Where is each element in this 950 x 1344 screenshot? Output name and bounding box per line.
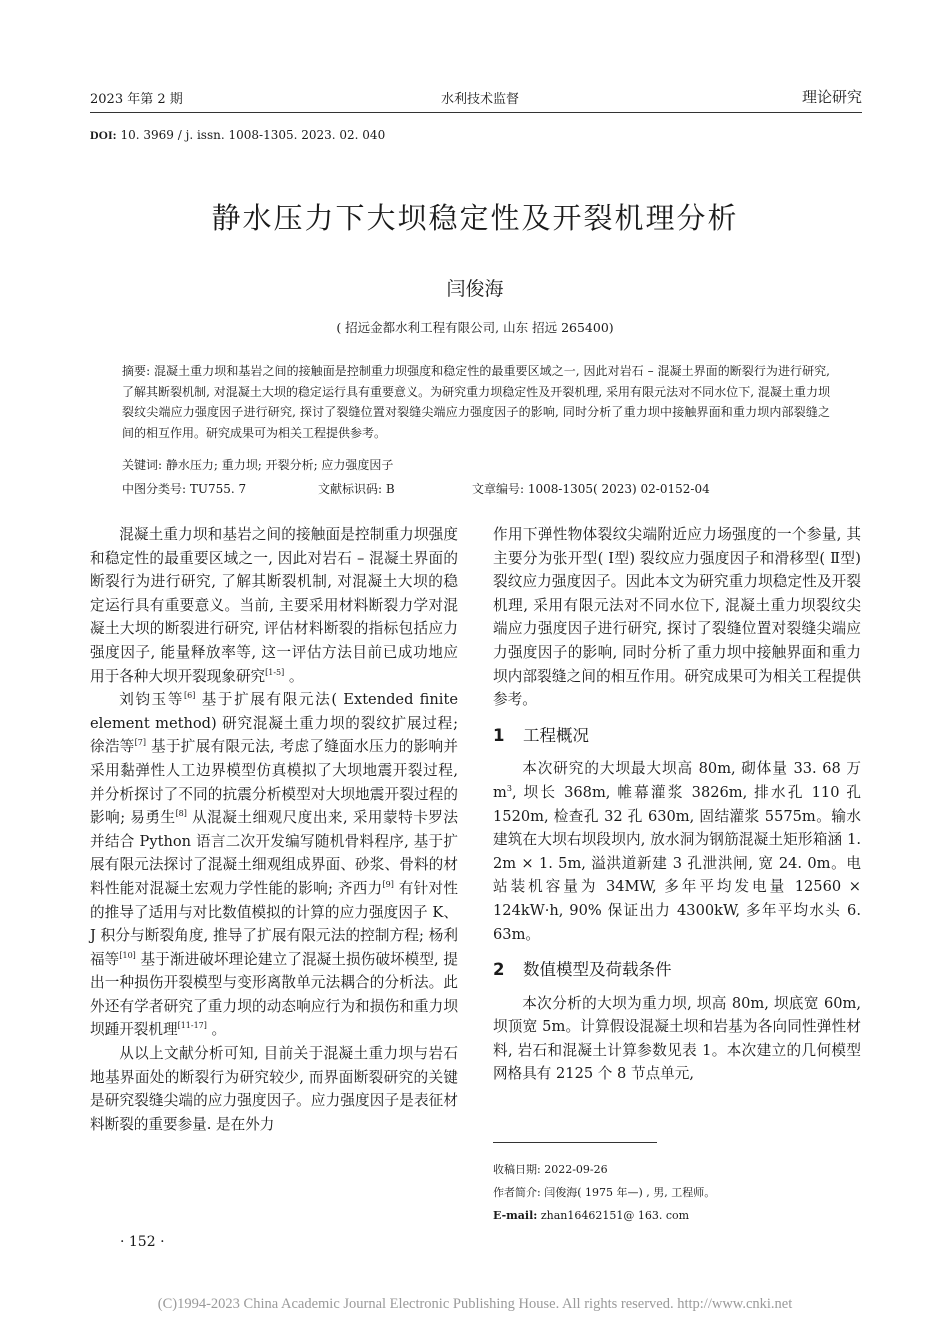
page-number: · 152 ·: [120, 1234, 165, 1250]
email-label: E-mail:: [493, 1209, 538, 1222]
header-column: 理论研究: [801, 88, 862, 106]
section-heading-2: [493, 958, 861, 982]
article-number: 文章编号: 1008-1305( 2023) 02-0152-04: [472, 482, 710, 496]
received-date: 收稿日期: 2022-09-26: [493, 1163, 608, 1176]
header-journal: 水利技术监督: [440, 92, 519, 107]
paragraph: 从以上文献分析可知, 目前关于混凝土重力坝与岩石地基界面处的断裂行为研究较少, 而界面断裂研究的关键是研究裂缝尖端的应力强度因子。应力强度因子是表征材料断裂的重要参量. 是在外力: [90, 1045, 458, 1133]
email-link[interactable]: zhan16462151@ 163. com: [540, 1209, 690, 1222]
author-bio: 作者简介: 闫俊海( 1975 年—) , 男, 工程师。: [493, 1186, 716, 1199]
paper-title: 静水压力下大坝稳定性及开裂机理分析: [211, 201, 739, 235]
paragraph: [90, 523, 458, 688]
citation: [1-5]: [265, 667, 285, 677]
affiliation: ( 招远金都水利工程有限公司, 山东 招远 265400): [336, 320, 614, 335]
header-rule: [90, 112, 862, 113]
paragraph: [90, 688, 458, 1042]
section-heading-1: [493, 724, 861, 748]
paragraph: [493, 757, 861, 946]
section-number: 2: [493, 960, 505, 980]
clc-number: 中图分类号: TU755. 7: [122, 482, 247, 496]
header-issue: 2023 年第 2 期: [90, 92, 183, 107]
keywords: 关键词: 静水压力; 重力坝; 开裂分析; 应力强度因子: [122, 458, 394, 472]
doi-line: [90, 128, 385, 143]
section-title: 数值模型及荷载条件: [523, 960, 672, 980]
paragraph-text: 有针对性的推导了适用与对比数值模拟的计算的应力强度因子 K、J 积分与断裂角度, 推导了扩展有限元法的控制方程; 杨利福等: [90, 879, 459, 968]
abstract: 摘要: 混凝土重力坝和基岩之间的接触面是控制重力坝强度和稳定性的最重要区域之一, 因此对岩石 – 混凝土界面的断裂行为进行研究, 了解其断裂机制, 对混凝土大坝的稳定运行具有重要意义。为研究重力坝稳定性及开裂机理, 采用有限元法对不同水位下, 混凝土重力坝裂纹尖端应力强度因子进行研究, 探讨了裂缝位置对裂缝尖端应力强度因子的影响, 同时分析了重力坝中接触界面和重力坝内部裂缝之间的相互作用。研究成果可为相关工程提供参考。: [122, 364, 830, 440]
paragraph-text: 本次研究的大坝最大坝高 80m, 砌体量 33. 68 万 m: [493, 760, 861, 801]
document-code: 文献标识码: B: [318, 482, 395, 496]
doi-value: 10. 3969 / j. issn. 1008-1305. 2023. 02. 040: [120, 128, 386, 142]
paragraph-text: 。: [284, 667, 304, 685]
paragraph-text: 。: [206, 1021, 227, 1039]
paragraph-text: 基于扩展有限元法( Extended finite element method) 研究混凝土重力坝的裂纹扩展过程; 徐浩等: [90, 691, 458, 756]
paragraph: 作用下弹性物体裂纹尖端附近应力场强度的一个参量, 其主要分为张开型( Ⅰ型) 裂纹应力强度因子和滑移型( Ⅱ型) 裂纹应力强度因子。因此本文为研究重力坝稳定性及开裂机理, 采用有限元法对不同水位下, 混凝土重力坝裂纹尖端应力强度因子进行研究, 探讨了裂缝位置对裂缝尖端应力强度因子的影响, 同时分析了重力坝中接触界面和重力坝内部裂缝之间的相互作用。研究成果可为相关工程提供参考。: [493, 526, 861, 709]
paragraph-text: 基于扩展有限元法, 考虑了缝面水压力的影响并采用黏弹性人工边界模型仿真模拟了大坝地震开裂过程, 并分析探讨了不同的抗震分析模型对大坝地震开裂过程的影响; 易勇生: [90, 738, 458, 827]
citation: [7]: [134, 738, 147, 748]
author-email: [493, 1204, 715, 1227]
section-title: 工程概况: [523, 725, 589, 745]
paragraph-text: , 坝长 368m, 帷幕灌浆 3826m, 排水孔 110 孔 1520m, 检查孔 32 孔 630m, 固结灌浆 5575m。输水建筑在大坝右坝段坝内, 放水洞为钢筋混凝土矩形箱涵 1. 2m × 1. 5m, 溢洪道新建 3 孔泄洪闸, 宽 24. 0m。电站装机容量为 34MW, 多年平均发电量 12560 × 124kW·h, 90% 保证出力 4300kW, 多年平均水头 6. 63m。: [493, 783, 861, 943]
section-number: 1: [493, 725, 505, 745]
citation: [8]: [175, 809, 187, 819]
paragraph: 本次分析的大坝为重力坝, 坝高 80m, 坝底宽 60m, 坝顶宽 5m。计算假设混凝土坝和岩基为各向同性弹性材料, 岩石和混凝土计算参数见表 1。本次建立的几何模型网格具有 2125 个 8 节点单元,: [493, 994, 861, 1083]
footnote-rule: [493, 1142, 657, 1143]
paragraph-text: 从混凝土细观尺度出来, 采用蒙特卡罗法并结合 Python 语言二次开发编写随机骨料程序, 基于扩展有限元法探讨了混凝土细观组成界面、砂浆、骨料的材料性能对混凝土宏观力学性能的影响; 齐西力: [90, 809, 459, 897]
doi-label: DOI:: [90, 128, 117, 142]
paragraph-text: 混凝土重力坝和基岩之间的接触面是控制重力坝强度和稳定性的最重要区域之一, 因此对岩石 – 混凝土界面的断裂行为进行研究, 了解其断裂机制, 对混凝土大坝的稳定运行具有重要意义。当前, 主要采用材料断裂力学对混凝土大坝的断裂进行研究, 评估材料断裂的指标包括应力强度因子, 能量释放率等, 这一评估方法目前已成功地应用于各种大坝开裂现象研究: [90, 526, 458, 685]
paragraph-text: 基于渐进破坏理论建立了混凝土损伤破坏模型, 提出一种损伤开裂模型与变形离散单元法耦合的分析法。此外还有学者研究了重力坝的动态响应行为和损伤和重力坝坝踵开裂机理: [90, 950, 458, 1039]
body-left-column: [90, 523, 458, 1136]
copyright-watermark: (C)1994-2023 China Academic Journal Electronic Publishing House. All rights reserved. http://www.cnki.net: [157, 1296, 793, 1312]
superscript: 3: [506, 784, 512, 794]
footnotes: [493, 1158, 715, 1227]
citation: [10]: [119, 950, 136, 960]
citation: [6]: [184, 691, 196, 701]
citation: [11-17]: [177, 1021, 207, 1031]
paragraph-text: 刘钧玉等: [119, 691, 185, 709]
citation: [9]: [382, 880, 394, 890]
author: 闫俊海: [446, 278, 504, 300]
body-right-column: [493, 523, 861, 1086]
